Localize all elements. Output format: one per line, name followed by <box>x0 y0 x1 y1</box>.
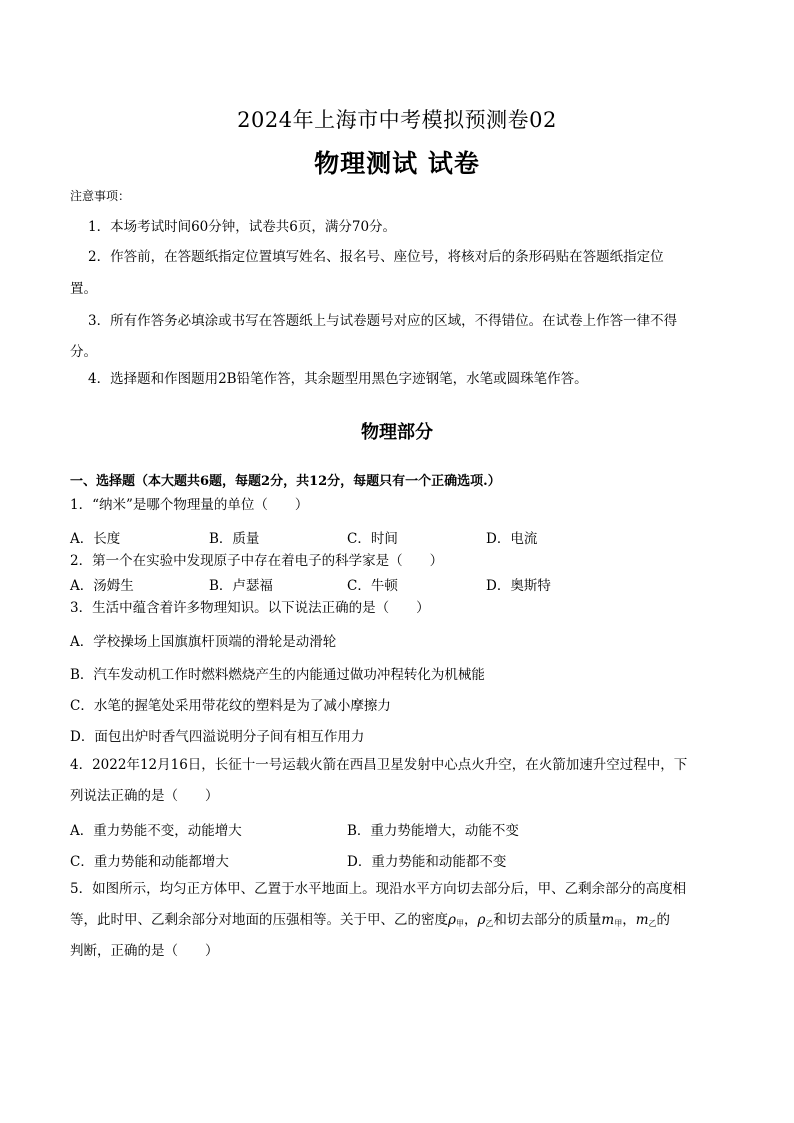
rho-symbol-jia: ρ <box>448 912 456 928</box>
q4-option-a: A．重力势能不变，动能增大 <box>70 823 242 839</box>
q5-line2-text-a: 等，此时甲、乙剩余部分对地面的压强相等。关于甲、乙的密度 <box>70 912 448 928</box>
subscript-m-jia: 甲 <box>614 919 623 928</box>
notice-item-2-cont: 置。 <box>70 281 97 297</box>
subscript-m-yi: 乙 <box>648 919 657 928</box>
q1-option-d: D．电流 <box>486 531 538 547</box>
q5-line2-text-b: 和切去部分的质量 <box>493 912 602 928</box>
q3-option-c: C．水笔的握笔处采用带花纹的塑料是为了减小摩擦力 <box>70 698 391 714</box>
q2-option-b: B．卢瑟福 <box>209 578 273 594</box>
q1-stem: 1．“纳米”是哪个物理量的单位（ ） <box>70 497 309 513</box>
rho-symbol-yi: ρ <box>477 912 486 928</box>
section-heading: 一、选择题（本大题共6题，每题2分，共12分，每题只有一个正确选项.） <box>70 474 501 489</box>
notice-item-2: 2．作答前，在答题纸指定位置填写姓名、报名号、座位号，将核对后的条形码贴在答题纸指定位 <box>88 249 664 265</box>
notice-item-1: 1．本场考试时间60分钟，试卷共6页，满分70分。 <box>88 219 397 235</box>
m-symbol-jia: m <box>601 912 615 928</box>
q1-option-c: C．时间 <box>347 531 398 547</box>
notice-item-4: 4．选择题和作图题用2B铅笔作答，其余题型用黑色字迹钢笔，水笔或圆珠笔作答。 <box>88 371 588 387</box>
m-symbol-yi: m <box>635 912 649 928</box>
section-title: 物理部分 <box>361 422 433 443</box>
q3-option-a: A．学校操场上国旗旗杆顶端的滑轮是动滑轮 <box>70 634 337 650</box>
q4-option-d: D．重力势能和动能都不变 <box>347 854 507 870</box>
q5-comma-2: ， <box>622 912 636 928</box>
q3-stem: 3．生活中蕴含着许多物理知识。以下说法正确的是（ ） <box>70 600 430 616</box>
q2-option-d: D．奥斯特 <box>486 578 551 594</box>
exam-subtitle: 物理测试 试卷 <box>314 149 480 178</box>
notice-item-3: 3．所有作答务必填涂或书写在答题纸上与试卷题号对应的区域，不得错位。在试卷上作答一律不得 <box>88 313 678 329</box>
q3-option-b: B．汽车发动机工作时燃料燃烧产生的内能通过做功冲程转化为机械能 <box>70 667 485 683</box>
notice-heading: 注意事项： <box>70 189 131 203</box>
q2-stem: 2．第一个在实验中发现原子中存在着电子的科学家是（ ） <box>70 553 444 569</box>
subscript-jia: 甲 <box>455 919 464 928</box>
q5-line3: 判断，正确的是（ ） <box>70 943 219 959</box>
q1-option-b: B．质量 <box>209 531 260 547</box>
exam-title: 2024年上海市中考模拟预测卷02 <box>237 108 557 132</box>
subscript-yi: 乙 <box>485 919 494 928</box>
q2-option-a: A．汤姆生 <box>70 578 134 594</box>
q4-option-b: B．重力势能增大，动能不变 <box>347 823 519 839</box>
q1-option-a: A．长度 <box>70 531 121 547</box>
q3-option-d: D．面包出炉时香气四溢说明分子间有相互作用力 <box>70 729 365 745</box>
q4-option-c: C．重力势能和动能都增大 <box>70 854 229 870</box>
q5-comma-1: ， <box>463 912 478 928</box>
notice-item-3-cont: 分。 <box>70 344 97 360</box>
q4-stem-line2: 列说法正确的是（ ） <box>70 788 219 804</box>
q5-line1: 5．如图所示，均匀正方体甲、乙置于水平地面上。现沿水平方向切去部分后，甲、乙剩余部分的高度相 <box>70 881 687 897</box>
q5-line2 <box>70 912 670 932</box>
q5-line2-end: 的 <box>656 912 670 928</box>
q4-stem-line1: 4．2022年12月16日，长征十一号运载火箭在西昌卫星发射中心点火升空，在火箭加速升空过程中，下 <box>70 757 688 773</box>
q2-option-c: C．牛顿 <box>347 578 398 594</box>
